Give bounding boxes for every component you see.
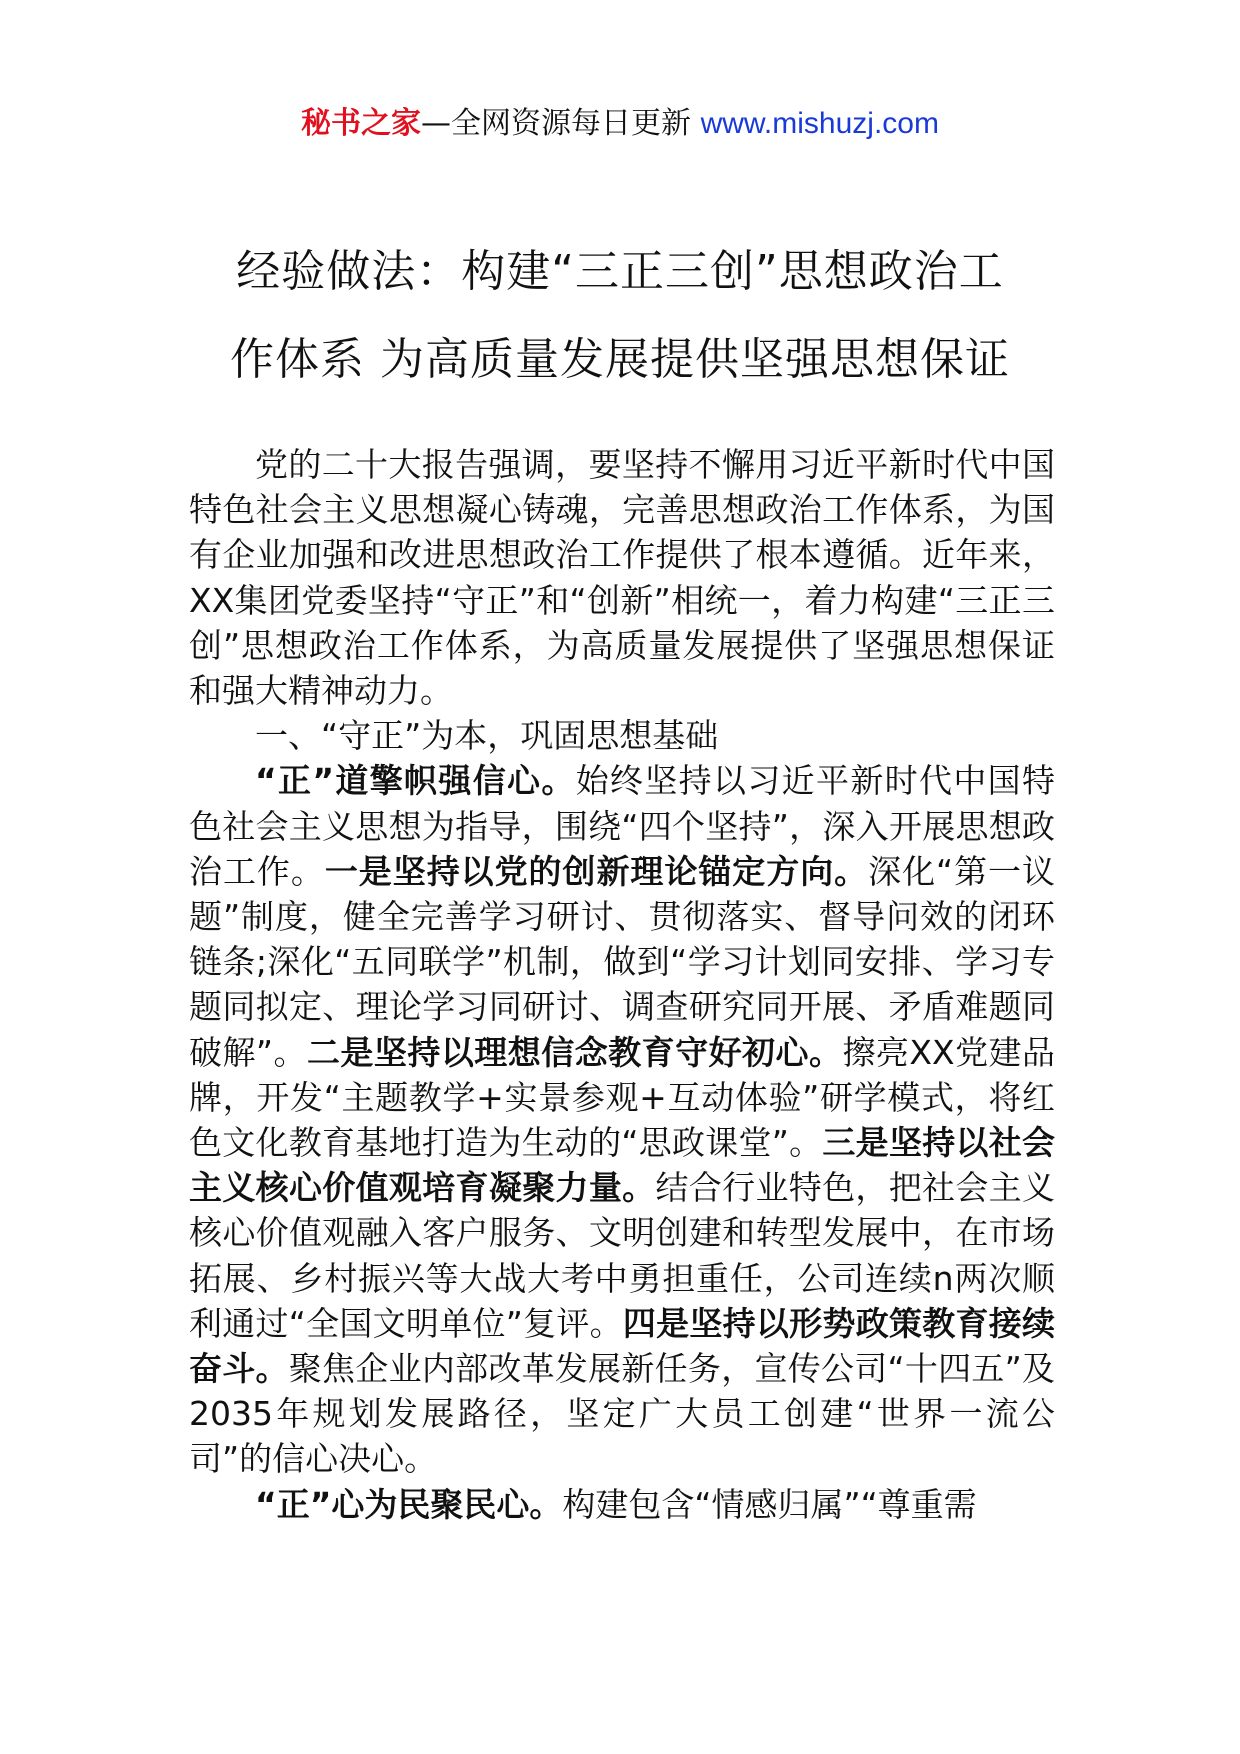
body-text: 始终坚持以习近平新时代中国特色社会主义思想为指导，围绕“四个坚持”，深入开展思想政治工作。 [189,761,1055,891]
site-tagline: —全网资源每日更新 [421,106,692,141]
paragraph-zhengdao [189,758,1055,1481]
body-text: 聚焦企业内部改革发展新任务，宣传公司“十四五”及2035年规划发展路径，坚定广大员工创建“世界一流公司”的信心决心。 [189,1349,1056,1479]
paragraph-lead: “正”心为民聚民心。 [255,1484,563,1524]
body-text: 结合行业特色，把社会主义核心价值观融入客户服务、文明创建和转型发展中，在市场拓展、乡村振兴等大战大考中勇担重任，公司连续n两次顺利通过“全国文明单位”复评。 [189,1168,1056,1343]
document-title [150,228,1090,404]
bold-point-1: 一是坚持以党的创新理论锚定方向。 [324,851,869,891]
section-heading-1: 一、“守正”为本，巩固思想基础 [255,716,719,756]
title-line-2: 作体系 为高质量发展提供坚强思想保证 [230,334,1010,385]
paragraph-lead: “正”道擎帜强信心。 [255,761,576,801]
document-body [189,442,1055,1527]
bold-point-4: 四是坚持以形势政策教育接续奋斗。 [189,1303,1055,1389]
site-url-link[interactable]: www.mishuzj.com [700,107,939,140]
site-header [0,102,1240,146]
intro-paragraph: 党的二十大报告强调，要坚持不懈用习近平新时代中国特色社会主义思想凝心铸魂，完善思想政治工作体系，为国有企业加强和改进思想政治工作提供了根本遵循。近年来，XX集团党委坚持“守正”和“创新”相统一，着力构建“三正三创”思想政治工作体系，为高质量发展提供了坚强思想保证和强大精神动力。 [189,445,1055,711]
site-brand: 秘书之家 [301,106,422,141]
bold-point-2: 二是坚持以理想信念教育守好初心。 [306,1032,843,1072]
bold-point-3: 三是坚持以社会主义核心价值观培育凝聚力量。 [189,1123,1055,1208]
body-text: 构建包含“情感归属”“尊重需 [562,1484,977,1524]
paragraph-zhengxin [189,1482,1055,1527]
title-line-1: 经验做法：构建“三正三创”思想政治工 [236,246,1004,297]
body-text: 深化“第一议题”制度，健全完善学习研讨、贯彻落实、督导问效的闭环链条;深化“五同联学”机制，做到“学习计划同安排、学习专题同拟定、理论学习同研讨、调查研究同开展、矛盾难题同破解”。 [189,851,1055,1072]
body-text: 擦亮XX党建品牌，开发“主题教学+实景参观+互动体验”研学模式，将红色文化教育基地打造为生动的“思政课堂”。 [189,1032,1056,1163]
